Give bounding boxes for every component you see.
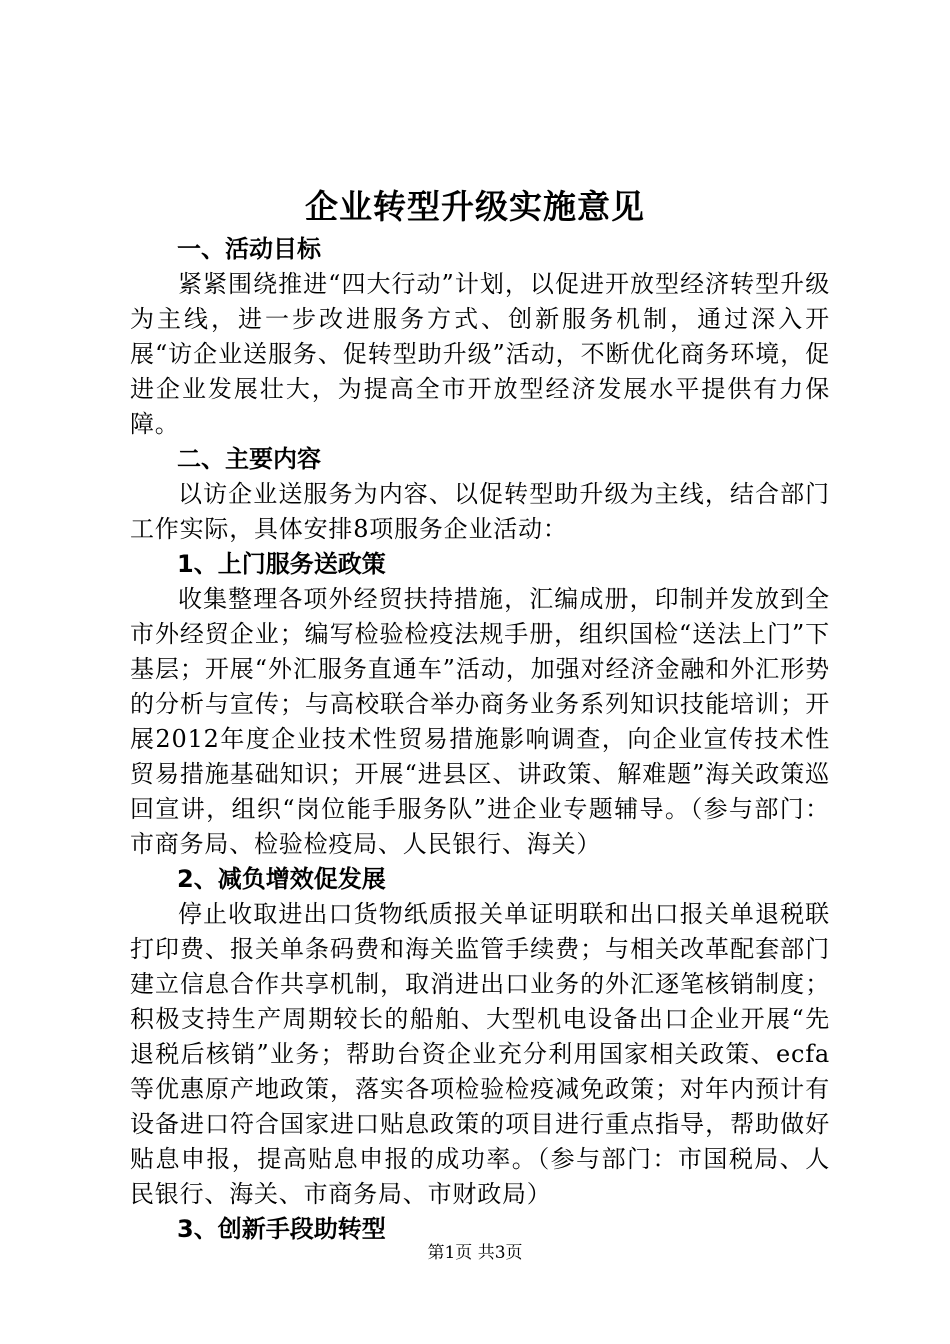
paragraph-subsection-2: 停止收取进出口货物纸质报关单证明联和出口报关单退税联打印费、报关单条码费和海关监管手续费；与相关改革配套部门建立信息合作共享机制，取消进出口业务的外汇逐笔核销制度；积极支持生产周期较长的船舶、大型机电设备出口企业开展“先退税后核销”业务；帮助台资企业充分利用国家相关政策、ecfa等优惠原产地政策，落实各项检验检疫减免政策；对年内预计有设备进口符合国家进口贴息政策的项目进行重点指导，帮助做好贴息申报，提高贴息申报的成功率。（参与部门：市国税局、人民银行、海关、市商务局、市财政局）: [130, 900, 830, 1208]
subsection-heading-2: 2、减负增效促发展: [177, 865, 386, 893]
page-title: 企业转型升级实施意见: [305, 187, 645, 226]
paragraph-main-content: 以访企业送服务为内容、以促转型助升级为主线，结合部门工作实际，具体安排8项服务企业活动：: [130, 480, 830, 543]
section-heading-main-content: 二、主要内容: [177, 445, 321, 473]
subsection-heading-3: 3、创新手段助转型: [177, 1215, 386, 1243]
section-heading-objectives: 一、活动目标: [177, 235, 321, 263]
document-body: [130, 232, 830, 1247]
page-number-footer: 第1页 共3页: [427, 1243, 523, 1263]
paragraph-objectives: 紧紧围绕推进“四大行动”计划，以促进开放型经济转型升级为主线，进一步改进服务方式、创新服务机制，通过深入开展“访企业送服务、促转型助升级”活动，不断优化商务环境，促进企业发展壮大，为提高全市开放型经济发展水平提供有力保障。: [130, 270, 830, 438]
subsection-heading-1: 1、上门服务送政策: [177, 550, 386, 578]
paragraph-subsection-1: 收集整理各项外经贸扶持措施，汇编成册，印制并发放到全市外经贸企业；编写检验检疫法规手册，组织国检“送法上门”下基层；开展“外汇服务直通车”活动，加强对经济金融和外汇形势的分析与宣传；与高校联合举办商务业务系列知识技能培训；开展2012年度企业技术性贸易措施影响调查，向企业宣传技术性贸易措施基础知识；开展“进县区、讲政策、解难题”海关政策巡回宣讲，组织“岗位能手服务队”进企业专题辅导。（参与部门：市商务局、检验检疫局、人民银行、海关）: [130, 585, 830, 858]
